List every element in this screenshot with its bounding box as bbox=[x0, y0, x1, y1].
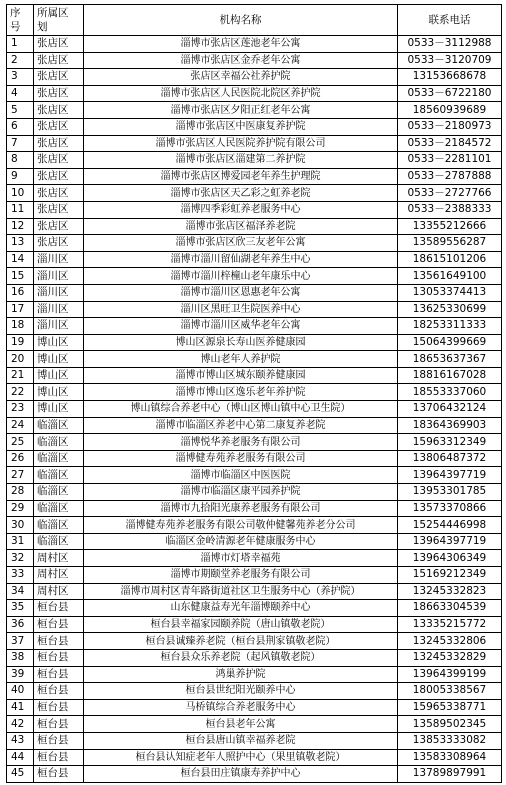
cell-serial-number: 26 bbox=[7, 450, 34, 467]
table-row bbox=[7, 567, 502, 584]
table-body bbox=[7, 36, 502, 783]
cell-serial-number: 19 bbox=[7, 334, 34, 351]
cell-contact-phone: 13806487372 bbox=[398, 450, 502, 467]
cell-serial-number: 45 bbox=[7, 766, 34, 783]
cell-district: 周村区 bbox=[34, 550, 84, 567]
cell-contact-phone: 0533－2388333 bbox=[398, 201, 502, 218]
table-row bbox=[7, 583, 502, 600]
cell-contact-phone: 13589502345 bbox=[398, 716, 502, 733]
cell-institution-name: 淄博健寿苑养老服务有限公司 bbox=[84, 450, 398, 467]
table-row bbox=[7, 318, 502, 335]
cell-serial-number: 3 bbox=[7, 69, 34, 86]
cell-serial-number: 33 bbox=[7, 567, 34, 584]
table-row bbox=[7, 69, 502, 86]
table-row bbox=[7, 434, 502, 451]
cell-institution-name: 淄博市临淄区康平园养护院 bbox=[84, 484, 398, 501]
cell-district: 临淄区 bbox=[34, 533, 84, 550]
table-row bbox=[7, 218, 502, 235]
cell-district: 桓台县 bbox=[34, 600, 84, 617]
cell-serial-number: 29 bbox=[7, 500, 34, 517]
table-row bbox=[7, 52, 502, 69]
cell-serial-number: 44 bbox=[7, 749, 34, 766]
cell-institution-name: 马桥镇综合养老服务中心 bbox=[84, 699, 398, 716]
cell-contact-phone: 13706432124 bbox=[398, 401, 502, 418]
table-row bbox=[7, 699, 502, 716]
cell-serial-number: 4 bbox=[7, 85, 34, 102]
table-row bbox=[7, 517, 502, 534]
cell-institution-name: 淄博市淄川区威华老年公寓 bbox=[84, 318, 398, 335]
cell-institution-name: 山东健康益寿光年淄博颐养中心 bbox=[84, 600, 398, 617]
table-row bbox=[7, 766, 502, 783]
cell-institution-name: 淄博市周村区青年路街道社区卫生服务中心（养护院） bbox=[84, 583, 398, 600]
table-row bbox=[7, 450, 502, 467]
institution-table bbox=[6, 4, 502, 783]
cell-district: 淄川区 bbox=[34, 318, 84, 335]
cell-institution-name: 淄博市淄川留仙湖老年养生中心 bbox=[84, 251, 398, 268]
table-row bbox=[7, 732, 502, 749]
cell-institution-name: 淄博市张店区中医康复养护院 bbox=[84, 118, 398, 135]
cell-district: 桓台县 bbox=[34, 666, 84, 683]
cell-contact-phone: 13625330699 bbox=[398, 301, 502, 318]
cell-institution-name: 淄博市张店区人民医院养护院有限公司 bbox=[84, 135, 398, 152]
cell-contact-phone: 0533－3112988 bbox=[398, 36, 502, 53]
cell-serial-number: 24 bbox=[7, 417, 34, 434]
cell-institution-name: 淄博市九拾阳光康养老服务有限公司 bbox=[84, 500, 398, 517]
cell-contact-phone: 13053374413 bbox=[398, 284, 502, 301]
cell-serial-number: 8 bbox=[7, 152, 34, 169]
cell-institution-name: 淄博市张店区福泽养老院 bbox=[84, 218, 398, 235]
cell-district: 临淄区 bbox=[34, 500, 84, 517]
cell-serial-number: 5 bbox=[7, 102, 34, 119]
cell-serial-number: 40 bbox=[7, 683, 34, 700]
cell-contact-phone: 13335215772 bbox=[398, 616, 502, 633]
cell-serial-number: 41 bbox=[7, 699, 34, 716]
cell-district: 临淄区 bbox=[34, 484, 84, 501]
table-row bbox=[7, 633, 502, 650]
table-row bbox=[7, 367, 502, 384]
cell-serial-number: 20 bbox=[7, 351, 34, 368]
table-row bbox=[7, 533, 502, 550]
cell-contact-phone: 15963312349 bbox=[398, 434, 502, 451]
cell-contact-phone: 13964399199 bbox=[398, 666, 502, 683]
cell-serial-number: 7 bbox=[7, 135, 34, 152]
cell-contact-phone: 0533－3120709 bbox=[398, 52, 502, 69]
cell-contact-phone: 18253311333 bbox=[398, 318, 502, 335]
cell-serial-number: 21 bbox=[7, 367, 34, 384]
cell-serial-number: 37 bbox=[7, 633, 34, 650]
cell-serial-number: 13 bbox=[7, 235, 34, 252]
table-row bbox=[7, 36, 502, 53]
cell-serial-number: 27 bbox=[7, 467, 34, 484]
cell-serial-number: 12 bbox=[7, 218, 34, 235]
cell-serial-number: 9 bbox=[7, 168, 34, 185]
cell-serial-number: 11 bbox=[7, 201, 34, 218]
header-district bbox=[34, 5, 84, 36]
cell-contact-phone: 13245332823 bbox=[398, 583, 502, 600]
table-row bbox=[7, 616, 502, 633]
cell-contact-phone: 13964306349 bbox=[398, 550, 502, 567]
cell-district: 张店区 bbox=[34, 152, 84, 169]
table-row bbox=[7, 749, 502, 766]
table-row bbox=[7, 185, 502, 202]
cell-district: 张店区 bbox=[34, 168, 84, 185]
cell-district: 张店区 bbox=[34, 201, 84, 218]
table-row bbox=[7, 118, 502, 135]
cell-district: 博山区 bbox=[34, 401, 84, 418]
cell-contact-phone: 13583308964 bbox=[398, 749, 502, 766]
cell-serial-number: 1 bbox=[7, 36, 34, 53]
cell-institution-name: 桓台县幸福家园颐养院（唐山镇敬老院） bbox=[84, 616, 398, 633]
table-row bbox=[7, 135, 502, 152]
header-district-label: 所属区 划 bbox=[37, 7, 69, 33]
cell-contact-phone: 13964397719 bbox=[398, 533, 502, 550]
cell-district: 临淄区 bbox=[34, 517, 84, 534]
cell-contact-phone: 13561649100 bbox=[398, 268, 502, 285]
cell-institution-name: 淄博市张店区淄建第二养护院 bbox=[84, 152, 398, 169]
cell-district: 张店区 bbox=[34, 235, 84, 252]
cell-district: 桓台县 bbox=[34, 616, 84, 633]
cell-district: 桓台县 bbox=[34, 766, 84, 783]
cell-institution-name: 张店区幸福公社养护院 bbox=[84, 69, 398, 86]
cell-contact-phone: 18560939689 bbox=[398, 102, 502, 119]
cell-district: 张店区 bbox=[34, 218, 84, 235]
cell-district: 张店区 bbox=[34, 102, 84, 119]
institution-table-sheet bbox=[6, 4, 501, 783]
cell-institution-name: 淄博市淄川梓橦山老年康乐中心 bbox=[84, 268, 398, 285]
cell-district: 博山区 bbox=[34, 367, 84, 384]
cell-contact-phone: 13853333082 bbox=[398, 732, 502, 749]
cell-district: 桓台县 bbox=[34, 649, 84, 666]
cell-district: 周村区 bbox=[34, 583, 84, 600]
cell-district: 张店区 bbox=[34, 69, 84, 86]
table-row bbox=[7, 201, 502, 218]
cell-institution-name: 淄博市张店区莲池老年公寓 bbox=[84, 36, 398, 53]
cell-serial-number: 38 bbox=[7, 649, 34, 666]
cell-institution-name: 淄博市博山区逸乐老年养护院 bbox=[84, 384, 398, 401]
table-row bbox=[7, 268, 502, 285]
cell-serial-number: 42 bbox=[7, 716, 34, 733]
cell-institution-name: 淄博市张店区欣三友老年公寓 bbox=[84, 235, 398, 252]
cell-contact-phone: 13953301785 bbox=[398, 484, 502, 501]
cell-district: 博山区 bbox=[34, 334, 84, 351]
cell-district: 博山区 bbox=[34, 351, 84, 368]
cell-institution-name: 淄博市临淄区养老中心第二康复养老院 bbox=[84, 417, 398, 434]
cell-institution-name: 淄博市期颐堂养老服务有限公司 bbox=[84, 567, 398, 584]
cell-institution-name: 淄博市灯塔幸福苑 bbox=[84, 550, 398, 567]
cell-contact-phone: 13153668678 bbox=[398, 69, 502, 86]
cell-serial-number: 10 bbox=[7, 185, 34, 202]
cell-serial-number: 39 bbox=[7, 666, 34, 683]
cell-district: 张店区 bbox=[34, 52, 84, 69]
cell-serial-number: 6 bbox=[7, 118, 34, 135]
cell-contact-phone: 13589556287 bbox=[398, 235, 502, 252]
cell-contact-phone: 15064399669 bbox=[398, 334, 502, 351]
cell-contact-phone: 15254446998 bbox=[398, 517, 502, 534]
cell-serial-number: 30 bbox=[7, 517, 34, 534]
table-row bbox=[7, 301, 502, 318]
cell-institution-name: 桓台县诚臻养老院（桓台县荆家镇敬老院） bbox=[84, 633, 398, 650]
cell-district: 桓台县 bbox=[34, 716, 84, 733]
table-row bbox=[7, 500, 502, 517]
table-row bbox=[7, 401, 502, 418]
cell-institution-name: 博山老年人养护院 bbox=[84, 351, 398, 368]
table-row bbox=[7, 666, 502, 683]
table-row bbox=[7, 716, 502, 733]
cell-contact-phone: 15169212349 bbox=[398, 567, 502, 584]
cell-serial-number: 36 bbox=[7, 616, 34, 633]
cell-contact-phone: 13573370866 bbox=[398, 500, 502, 517]
table-row bbox=[7, 351, 502, 368]
cell-institution-name: 淄博市临淄区中医医院 bbox=[84, 467, 398, 484]
cell-institution-name: 临淄区金岭清源老年健康服务中心 bbox=[84, 533, 398, 550]
cell-district: 淄川区 bbox=[34, 284, 84, 301]
cell-contact-phone: 18653637367 bbox=[398, 351, 502, 368]
cell-institution-name: 淄博市博山区城东颐养健康园 bbox=[84, 367, 398, 384]
cell-district: 临淄区 bbox=[34, 434, 84, 451]
table-row bbox=[7, 284, 502, 301]
cell-serial-number: 23 bbox=[7, 401, 34, 418]
table-row bbox=[7, 251, 502, 268]
cell-serial-number: 22 bbox=[7, 384, 34, 401]
cell-contact-phone: 0533－2180973 bbox=[398, 118, 502, 135]
cell-institution-name: 桓台县老年公寓 bbox=[84, 716, 398, 733]
cell-institution-name: 淄博市张店区夕阳正红老年公寓 bbox=[84, 102, 398, 119]
cell-district: 张店区 bbox=[34, 118, 84, 135]
table-row bbox=[7, 102, 502, 119]
cell-district: 桓台县 bbox=[34, 732, 84, 749]
cell-district: 桓台县 bbox=[34, 749, 84, 766]
cell-institution-name: 桓台县认知症老年人照护中心（果里镇敬老院） bbox=[84, 749, 398, 766]
cell-serial-number: 25 bbox=[7, 434, 34, 451]
table-row bbox=[7, 334, 502, 351]
cell-serial-number: 34 bbox=[7, 583, 34, 600]
table-row bbox=[7, 649, 502, 666]
cell-institution-name: 淄博市张店区金乔老年公寓 bbox=[84, 52, 398, 69]
cell-serial-number: 35 bbox=[7, 600, 34, 617]
cell-institution-name: 桓台县众乐养老院（起风镇敬老院） bbox=[84, 649, 398, 666]
cell-institution-name: 淄博四季彩虹养老服务中心 bbox=[84, 201, 398, 218]
cell-institution-name: 桓台县田庄镇康寿养护中心 bbox=[84, 766, 398, 783]
header-serial-number-label: 序 号 bbox=[10, 7, 21, 33]
cell-district: 淄川区 bbox=[34, 301, 84, 318]
cell-district: 淄川区 bbox=[34, 268, 84, 285]
cell-contact-phone: 13245332806 bbox=[398, 633, 502, 650]
cell-contact-phone: 18364369903 bbox=[398, 417, 502, 434]
cell-district: 张店区 bbox=[34, 185, 84, 202]
cell-serial-number: 18 bbox=[7, 318, 34, 335]
table-row bbox=[7, 235, 502, 252]
header-serial-number bbox=[7, 5, 34, 36]
cell-district: 临淄区 bbox=[34, 467, 84, 484]
cell-contact-phone: 0533－2281101 bbox=[398, 152, 502, 169]
table-row bbox=[7, 168, 502, 185]
cell-district: 桓台县 bbox=[34, 633, 84, 650]
cell-institution-name: 淄博健寿苑养老服务有限公司敬仲健馨苑养老分公司 bbox=[84, 517, 398, 534]
cell-institution-name: 博山区源泉长寿山医养健康园 bbox=[84, 334, 398, 351]
table-row bbox=[7, 467, 502, 484]
table-row bbox=[7, 550, 502, 567]
cell-contact-phone: 18816167028 bbox=[398, 367, 502, 384]
cell-district: 张店区 bbox=[34, 36, 84, 53]
table-row bbox=[7, 384, 502, 401]
cell-institution-name: 淄博市张店区人民医院北院区养护院 bbox=[84, 85, 398, 102]
cell-contact-phone: 13964397719 bbox=[398, 467, 502, 484]
header-institution-name: 机构名称 bbox=[84, 5, 398, 36]
cell-serial-number: 17 bbox=[7, 301, 34, 318]
cell-district: 张店区 bbox=[34, 135, 84, 152]
cell-district: 桓台县 bbox=[34, 699, 84, 716]
cell-institution-name: 博山镇综合养老中心（博山区博山镇中心卫生院） bbox=[84, 401, 398, 418]
cell-serial-number: 14 bbox=[7, 251, 34, 268]
table-row bbox=[7, 484, 502, 501]
cell-contact-phone: 18663304539 bbox=[398, 600, 502, 617]
cell-contact-phone: 0533－6722180 bbox=[398, 85, 502, 102]
cell-contact-phone: 18005338567 bbox=[398, 683, 502, 700]
cell-serial-number: 16 bbox=[7, 284, 34, 301]
cell-district: 周村区 bbox=[34, 567, 84, 584]
cell-serial-number: 28 bbox=[7, 484, 34, 501]
cell-contact-phone: 0533－2787888 bbox=[398, 168, 502, 185]
cell-institution-name: 淄博市张店区博爱园老年养生护理院 bbox=[84, 168, 398, 185]
cell-contact-phone: 13245332829 bbox=[398, 649, 502, 666]
cell-contact-phone: 18615101206 bbox=[398, 251, 502, 268]
table-header bbox=[7, 5, 502, 36]
cell-contact-phone: 15965338771 bbox=[398, 699, 502, 716]
cell-institution-name: 桓台县世纪阳光颐养中心 bbox=[84, 683, 398, 700]
cell-serial-number: 32 bbox=[7, 550, 34, 567]
cell-institution-name: 淄川区黑旺卫生院医养中心 bbox=[84, 301, 398, 318]
cell-district: 张店区 bbox=[34, 85, 84, 102]
cell-institution-name: 淄博市张店区天乙彩之虹养老院 bbox=[84, 185, 398, 202]
cell-serial-number: 31 bbox=[7, 533, 34, 550]
cell-contact-phone: 0533－2727766 bbox=[398, 185, 502, 202]
cell-district: 临淄区 bbox=[34, 417, 84, 434]
table-row bbox=[7, 417, 502, 434]
cell-district: 淄川区 bbox=[34, 251, 84, 268]
cell-institution-name: 桓台县唐山镇幸福养老院 bbox=[84, 732, 398, 749]
cell-serial-number: 2 bbox=[7, 52, 34, 69]
table-row bbox=[7, 600, 502, 617]
cell-district: 临淄区 bbox=[34, 450, 84, 467]
table-row bbox=[7, 152, 502, 169]
cell-contact-phone: 13789897991 bbox=[398, 766, 502, 783]
table-row bbox=[7, 85, 502, 102]
header-contact-phone: 联系电话 bbox=[398, 5, 502, 36]
cell-district: 博山区 bbox=[34, 384, 84, 401]
table-row bbox=[7, 683, 502, 700]
cell-contact-phone: 13355212666 bbox=[398, 218, 502, 235]
cell-serial-number: 15 bbox=[7, 268, 34, 285]
cell-district: 桓台县 bbox=[34, 683, 84, 700]
cell-serial-number: 43 bbox=[7, 732, 34, 749]
cell-institution-name: 淄博悦华养老服务有限公司 bbox=[84, 434, 398, 451]
cell-contact-phone: 0533－2184572 bbox=[398, 135, 502, 152]
cell-institution-name: 淄博市淄川区恩惠老年公寓 bbox=[84, 284, 398, 301]
cell-contact-phone: 18553337060 bbox=[398, 384, 502, 401]
cell-institution-name: 鸿巢养护院 bbox=[84, 666, 398, 683]
header-row bbox=[7, 5, 502, 36]
